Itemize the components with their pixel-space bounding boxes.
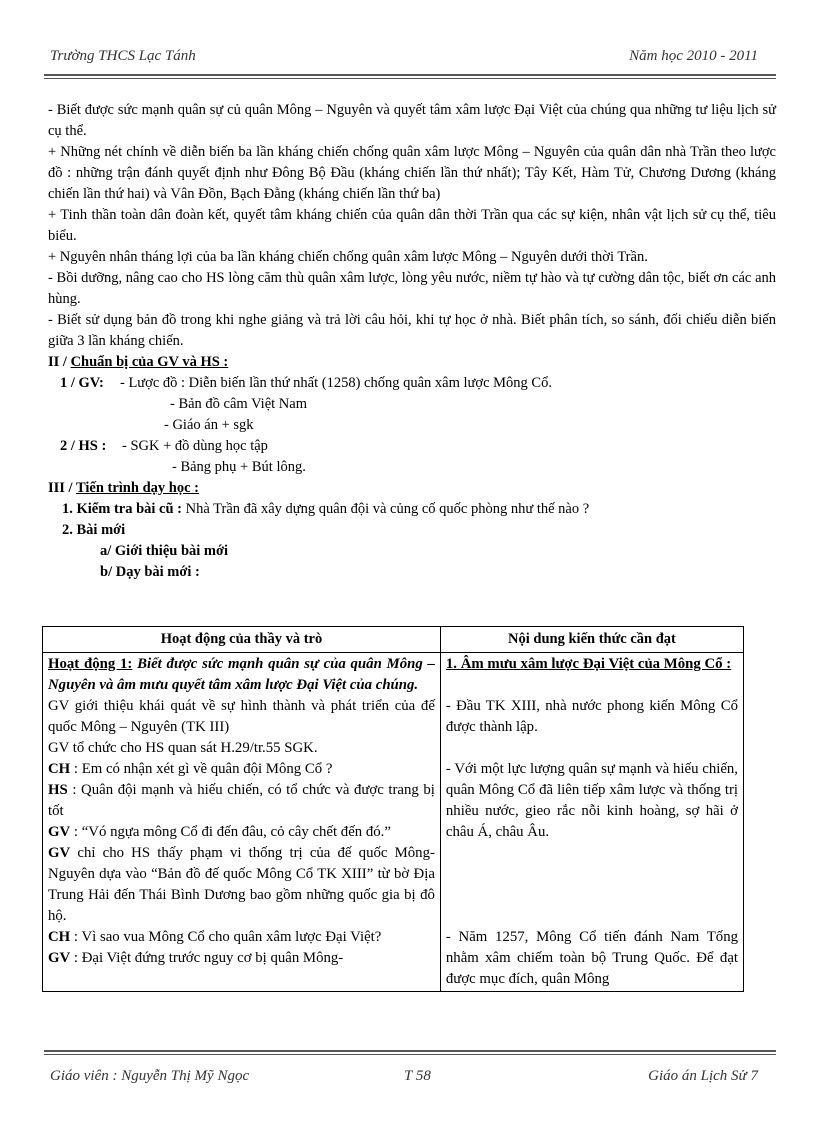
content-spacer (446, 885, 738, 906)
activity-title: Biết được sức mạnh quân sự của quân Mông – Nguyên và âm mưu quyết tâm xâm lược Đại Việt của chúng. (48, 656, 435, 693)
document-body (48, 100, 776, 583)
section-3-number: III / (48, 480, 76, 496)
footer-subject: Giáo án Lịch Sử 7 (648, 1068, 758, 1084)
new-lesson-teaching: b/ Dạy bài mới : (100, 564, 200, 580)
activity-line (48, 759, 435, 780)
hs-item: - SGK + đồ dùng học tập (122, 438, 268, 454)
activity-line (48, 780, 435, 822)
table-header-row (43, 627, 744, 653)
section-2-title: Chuẩn bị của GV và HS : (70, 354, 229, 370)
header-school: Trường THCS Lạc Tánh (50, 48, 196, 64)
activity-text: : Đại Việt đứng trước nguy cơ bị quân Mông- (70, 950, 344, 966)
activity-text: : “Vó ngựa mông Cổ đi đến đâu, cỏ cây chết đến đó.” (70, 824, 391, 840)
activity-tag: HS (48, 782, 68, 798)
activity-tag: GV (48, 950, 71, 966)
activity-text: : Quân đội mạnh và hiếu chiến, có tổ chức và được trang bị tốt (48, 782, 435, 819)
content-item: - Năm 1257, Mông Cổ tiến đánh Nam Tống nhằm xâm chiếm toàn bộ Trung Quốc. Để đạt được mục đích, quân Mông (445, 929, 738, 987)
activity-heading (48, 654, 435, 696)
table-header-activities: Hoạt động của thầy và trò (43, 627, 441, 653)
activity-tag: CH (48, 761, 71, 777)
old-lesson-check (48, 499, 776, 520)
content-item: - Đầu TK XIII, nhà nước phong kiến Mông Cổ được thành lập. (445, 698, 738, 735)
content-spacer (446, 675, 738, 696)
gv-prep-line (48, 373, 776, 394)
old-lesson-label: 1. Kiểm tra bài cũ : (62, 501, 183, 517)
activity-text: GV tổ chức cho HS quan sát H.29/tr.55 SGK. (48, 740, 318, 756)
gv-item: - Giáo án + sgk (164, 417, 254, 433)
footer-divider (44, 1050, 776, 1055)
activity-tag: GV (48, 824, 71, 840)
hs-item: - Bảng phụ + Bút lông. (172, 459, 306, 475)
hs-label: 2 / HS : (60, 438, 107, 454)
activity-text: : Em có nhận xét gì về quân đội Mông Cổ ? (70, 761, 333, 777)
activity-line (48, 843, 435, 927)
activity-line (48, 927, 435, 948)
content-title: 1. Âm mưu xâm lược Đại Việt của Mông Cổ : (445, 656, 732, 672)
activity-label: Hoạt động 1: (48, 656, 133, 672)
content-cell (440, 653, 743, 992)
activity-tag: CH (48, 929, 71, 945)
table-header-content: Nội dung kiến thức cần đạt (440, 627, 743, 653)
activity-text: chỉ cho HS thấy phạm vi thống trị của đế quốc Mông-Nguyên dựa vào “Bản đồ đế quốc Mông Cổ TK XIII” từ bờ Địa Trung Hải đến Thái Bình Dương bao gồm những quốc gia bị đô hộ. (48, 845, 435, 924)
lesson-table (42, 626, 744, 992)
intro-line: + Nguyên nhân tháng lợi của ba lần kháng chiến chống quân xâm lược Mông – Nguyên dưới thời Trần. (48, 249, 648, 265)
activity-line (48, 822, 435, 843)
footer-teacher: Giáo viên : Nguyễn Thị Mỹ Ngọc (50, 1068, 250, 1084)
activity-line (48, 738, 435, 759)
activity-line (48, 948, 435, 969)
content-spacer (446, 864, 738, 885)
footer-page-number: T 58 (404, 1068, 431, 1084)
activity-text: : Vì sao vua Mông Cổ cho quân xâm lược Đại Việt? (70, 929, 382, 945)
old-lesson-question: Nhà Trần đã xây dựng quân đội và củng cố quốc phòng như thế nào ? (182, 501, 590, 517)
intro-line: + Tinh thần toàn dân đoàn kết, quyết tâm kháng chiến của quân dân thời Trần qua các sự kiện, nhân vật lịch sử cụ thể, tiêu biểu. (48, 207, 776, 244)
intro-line: - Bồi dưỡng, nâng cao cho HS lòng căm thù quân xâm lược, lòng yêu nước, niềm tự hào và tự cường dân tộc, biết ơn các anh hùng. (48, 270, 776, 307)
activity-tag: GV (48, 845, 71, 861)
section-3-heading (48, 478, 776, 499)
content-spacer (446, 843, 738, 864)
section-2-heading (48, 352, 776, 373)
activity-line (48, 696, 435, 738)
content-spacer (446, 738, 738, 759)
section-2-number: II / (48, 354, 71, 370)
intro-line: - Biết sử dụng bản đồ trong khi nghe giảng và trả lời câu hỏi, khi tự học ở nhà. Biết phân tích, so sánh, đối chiếu diễn biến giữa 3 lần kháng chiến. (48, 312, 776, 349)
content-spacer (446, 906, 738, 927)
gv-label: 1 / GV: (60, 375, 104, 391)
header-school-year: Năm học 2010 - 2011 (629, 48, 758, 64)
activities-cell (43, 653, 441, 992)
intro-line: - Biết được sức mạnh quân sự củ quân Mông – Nguyên và quyết tâm xâm lược Đại Việt của chúng qua những tư liệu lịch sử cụ thể. (48, 102, 776, 139)
intro-line: + Những nét chính về diễn biến ba lần kháng chiến chống quân xâm lược Mông – Nguyên của quân dân nhà Trần theo lược đồ : những trận đánh quyết định như Đông Bộ Đầu (kháng chiến lần thứ nhất); Tây Kết, Hàm Tử, Chương Dương (kháng chiến lần thứ hai) và Vân Đồn, Bạch Đằng (kháng chiến lần thứ ba) (48, 144, 776, 202)
new-lesson-intro: a/ Giới thiệu bài mới (100, 543, 229, 559)
hs-prep-line (48, 436, 776, 457)
gv-item: - Bản đồ câm Việt Nam (170, 396, 307, 412)
activity-text: GV giới thiệu khái quát về sự hình thành và phát triển của đế quốc Mông – Nguyên (TK III) (48, 698, 435, 735)
new-lesson-label: 2. Bài mới (62, 522, 126, 538)
gv-item: - Lược đồ : Diễn biến lần thứ nhất (1258) chống quân xâm lược Mông Cổ. (120, 375, 552, 391)
content-item: - Với một lực lượng quân sự mạnh và hiếu chiến, quân Mông Cổ đã liên tiếp xâm lược và thống trị nhiều nước, gieo rắc nỗi kinh hoàng, sợ hãi ở châu Á, châu Âu. (445, 761, 738, 840)
header-divider (44, 74, 776, 79)
section-3-title: Tiến trình dạy học : (75, 480, 199, 496)
table-row (43, 653, 744, 992)
